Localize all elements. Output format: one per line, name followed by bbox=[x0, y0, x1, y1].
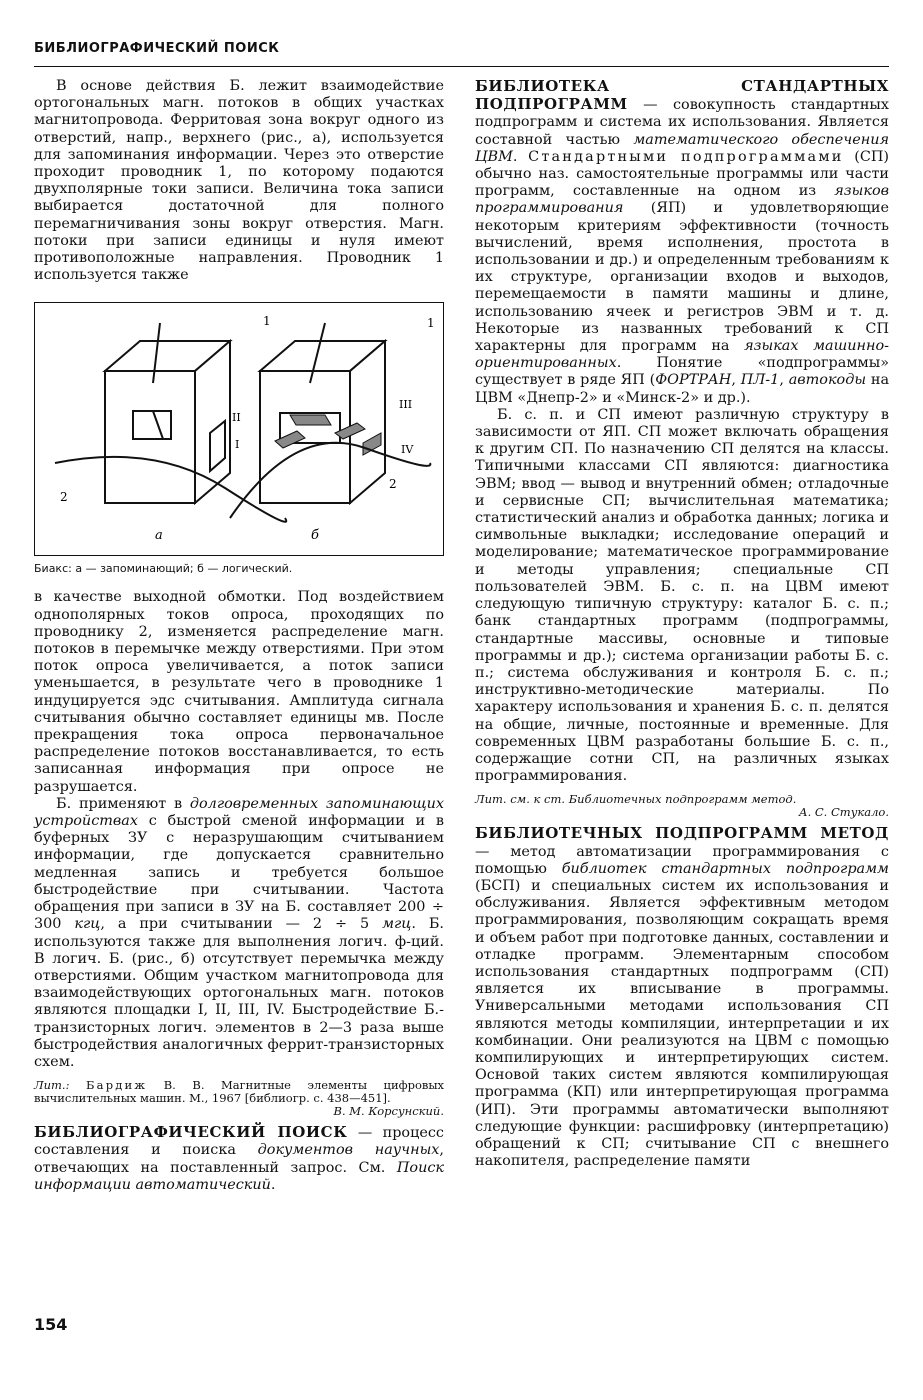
link[interactable]: математического обеспечения ЦВМ bbox=[475, 131, 889, 165]
label-2-b: 2 bbox=[389, 477, 397, 492]
literature: Лит.: Бардиж В. В. Магнитные элементы цифровых вычислительных машин. М., 1967 [библиогр. с. 438—451]. В. М. Корсунский. bbox=[34, 1078, 445, 1119]
paragraph: Б. применяют в долговременных запоминающих устройствах с быстрой сменой информации и в буферных ЗУ с неразрушающим считыванием информации, где допускается сравнительно медленная запись и требуется большое быстродействие при считывании. Частота обращения при записи в ЗУ на Б. составляет 200 ÷ 300 кгц, а при считывании — 2 ÷ 5 мгц. Б. используются также для выполнения логич. ф-ций. В логич. Б. (рис., б) отсутствует перемычка между отверстиями. Общим участком магнитопровода для взаимодействующих ортогональных магн. потоков являются площадки I, II, III, IV. Быстродействие Б.-транзисторных логич. элементов в 2—3 раза выше быстродействия аналогичных феррит-транзисторных схем. bbox=[34, 795, 444, 1070]
link[interactable]: языках машинно-ориентированных bbox=[475, 338, 890, 372]
biax-diagram bbox=[35, 303, 443, 555]
label-1-b: 1 bbox=[427, 316, 435, 331]
paragraph: Б. с. п. и СП имеют различную структуру в зависимости от ЯП. СП может включать обращения к другим СП. По назначению СП делятся на классы. Типичными классами СП являются: диагностика ЭВМ; ввод — вывод и внутренний обмен; отладочные и сервисные СП; вычислительная математика; статистический анализ и обработка данных; логика и символьные выкладки; исследование операций и моделирование; математическое программирование и методы управления; специальные СП пользователей ЭВМ. Б. с. п. на ЦВМ имеют следующую типичную структуру: каталог Б. с. п.; банк стандартных программ (подпрограммы, стандартные массивы, основные и типовые программы и др.); система организации работы Б. с. п.; система обслуживания и контроля Б. с. п.; инструктивно-методические материалы. По характеру использования и хранения Б. с. п. делятся на общие, личные, постоянные и временные. Для современных ЦВМ разработаны большие Б. с. п., содержащие сотни СП, на различных языках программирования. bbox=[475, 406, 889, 785]
link[interactable]: Библиотечных подпрограмм метод bbox=[568, 792, 793, 807]
link[interactable]: долговременных запоминающих устройствах bbox=[34, 795, 444, 830]
figure-biax bbox=[34, 302, 444, 556]
link[interactable]: ПЛ-1 bbox=[740, 372, 780, 389]
label-IV: IV bbox=[401, 443, 414, 457]
literature: Лит. см. к ст. Библиотечных подпрограмм метод. А. С. Стукало. bbox=[475, 792, 889, 820]
entry-title: БИБЛИОТЕЧНЫХ ПОДПРОГРАММ МЕТОД bbox=[475, 824, 889, 843]
running-head: БИБЛИОГРАФИЧЕСКИЙ ПОИСК bbox=[34, 41, 280, 56]
label-II: II bbox=[232, 411, 241, 425]
link[interactable]: ФОРТРАН bbox=[655, 372, 732, 389]
entry-title: БИБЛИОТЕКА СТАНДАРТНЫХ ПОДПРОГРАММ bbox=[475, 77, 889, 114]
link[interactable]: языков программирования bbox=[475, 183, 889, 217]
right-column bbox=[475, 78, 889, 1170]
header-rule bbox=[34, 66, 889, 67]
signature: В. М. Корсунский. bbox=[333, 1104, 444, 1119]
label-a: а bbox=[155, 528, 163, 544]
entry-library: БИБЛИОТЕКА СТАНДАРТНЫХ ПОДПРОГРАММ — совокупность стандартных подпрограмм и система их использования. Является составной частью математического обеспечения ЦВМ. Стандартными подпрограммами (СП) обычно наз. самостоятельные программы или части программ, составленные на одном из языков программирования (ЯП) и удовлетворяющие некоторым критериям эффективности (точность вычислений, время исполнения, простота в использовании и др.) и определенным требованиям к их структуре, организации входов и выходов, перемещаемости в памяти машины и длине, использованию ячеек и регистров ЭВМ и т. д. Некоторые из названных требований к СП характерны для программ на языках машинно-ориентированных. Понятие «подпрограммы» существует в ряде ЯП (ФОРТРАН, ПЛ-1, автокоды на ЦВМ «Днепр-2» и «Минск-2» и др.). bbox=[475, 77, 890, 406]
entry-bibliographic-search: БИБЛИОГРАФИЧЕСКИЙ ПОИСК — процесс составления и поиска документов научных, отвечающих на поставленный запрос. См. Поиск информации автоматический. bbox=[34, 1123, 444, 1193]
entry-library-method: БИБЛИОТЕЧНЫХ ПОДПРОГРАММ МЕТОД — метод автоматизации программирования с помощью библиотек стандартных подпрограмм (БСП) и специальных систем их использования и обслуживания. Является эффективным методом программирования, позволяющим сокращать время и объем работ при подготовке данных, составлении и отладке программ. Элементарным способом использования стандартных подпрограмм (СП) является их вписывание в программы. Универсальными методами использования СП являются методы компиляции, интерпретации и их комбинации. Они реализуются на ЦВМ с помощью компилирующих и интерпретирующих систем. Основой таких систем являются компилирующая программа (КП) или интерпретирующая программа (ИП). Эти программы автоматически выполняют следующие функции: расшифровку (интерпретацию) обращений к СП; считывание СП с внешнего накопителя, распределение памяти bbox=[475, 824, 889, 1170]
signature: А. С. Стукало. bbox=[798, 805, 889, 820]
left-column bbox=[34, 78, 444, 1194]
link[interactable]: автокоды bbox=[788, 372, 867, 389]
link[interactable]: документов научных bbox=[257, 1142, 440, 1159]
link[interactable]: Поиск информации автоматический bbox=[34, 1159, 444, 1193]
paragraph: В основе действия Б. лежит взаимодействие ортогональных магн. потоков в общих участках магнитопровода. Ферритовая зона вокруг одного из отверстий, напр., верхнего (рис., а), используется для запоминания информации. Через это отверстие проходит проводник 1, по которому подаются двухполярные токи записи. Величина тока записи выбирается достаточной для полного перемагничивания зоны вокруг отверстия. Магн. потоки при записи единицы и нуля имеют противоположные направления. Проводник 1 используется также bbox=[34, 78, 444, 284]
paragraph: в качестве выходной обмотки. Под воздействием однополярных токов опроса, проходящих по проводнику 2, изменяется распределение магн. потоков в перемычке между отверстиями. При этом поток опроса увеличивается, а поток записи уменьшается, в результате чего в проводнике 1 индуцируется эдс считывания. Амплитуда сигнала считывания обычно составляет единицы мв. После прекращения тока опроса первоначальное распределение потоков восстанавливается, то есть записанная информация при опросе не разрушается. bbox=[34, 589, 444, 795]
link[interactable]: библиотек стандартных подпрограмм bbox=[561, 860, 889, 877]
label-III: III bbox=[399, 398, 413, 412]
page-number: 154 bbox=[34, 1315, 68, 1334]
label-2-a: 2 bbox=[60, 490, 68, 505]
entry-title: БИБЛИОГРАФИЧЕСКИЙ ПОИСК bbox=[34, 1123, 348, 1142]
figure-caption: Биакс: а — запоминающий; б — логический. bbox=[34, 562, 293, 576]
cube-a bbox=[105, 341, 230, 503]
label-1-a: 1 bbox=[263, 314, 271, 329]
label-b: б bbox=[311, 528, 319, 544]
label-I: I bbox=[235, 438, 240, 452]
